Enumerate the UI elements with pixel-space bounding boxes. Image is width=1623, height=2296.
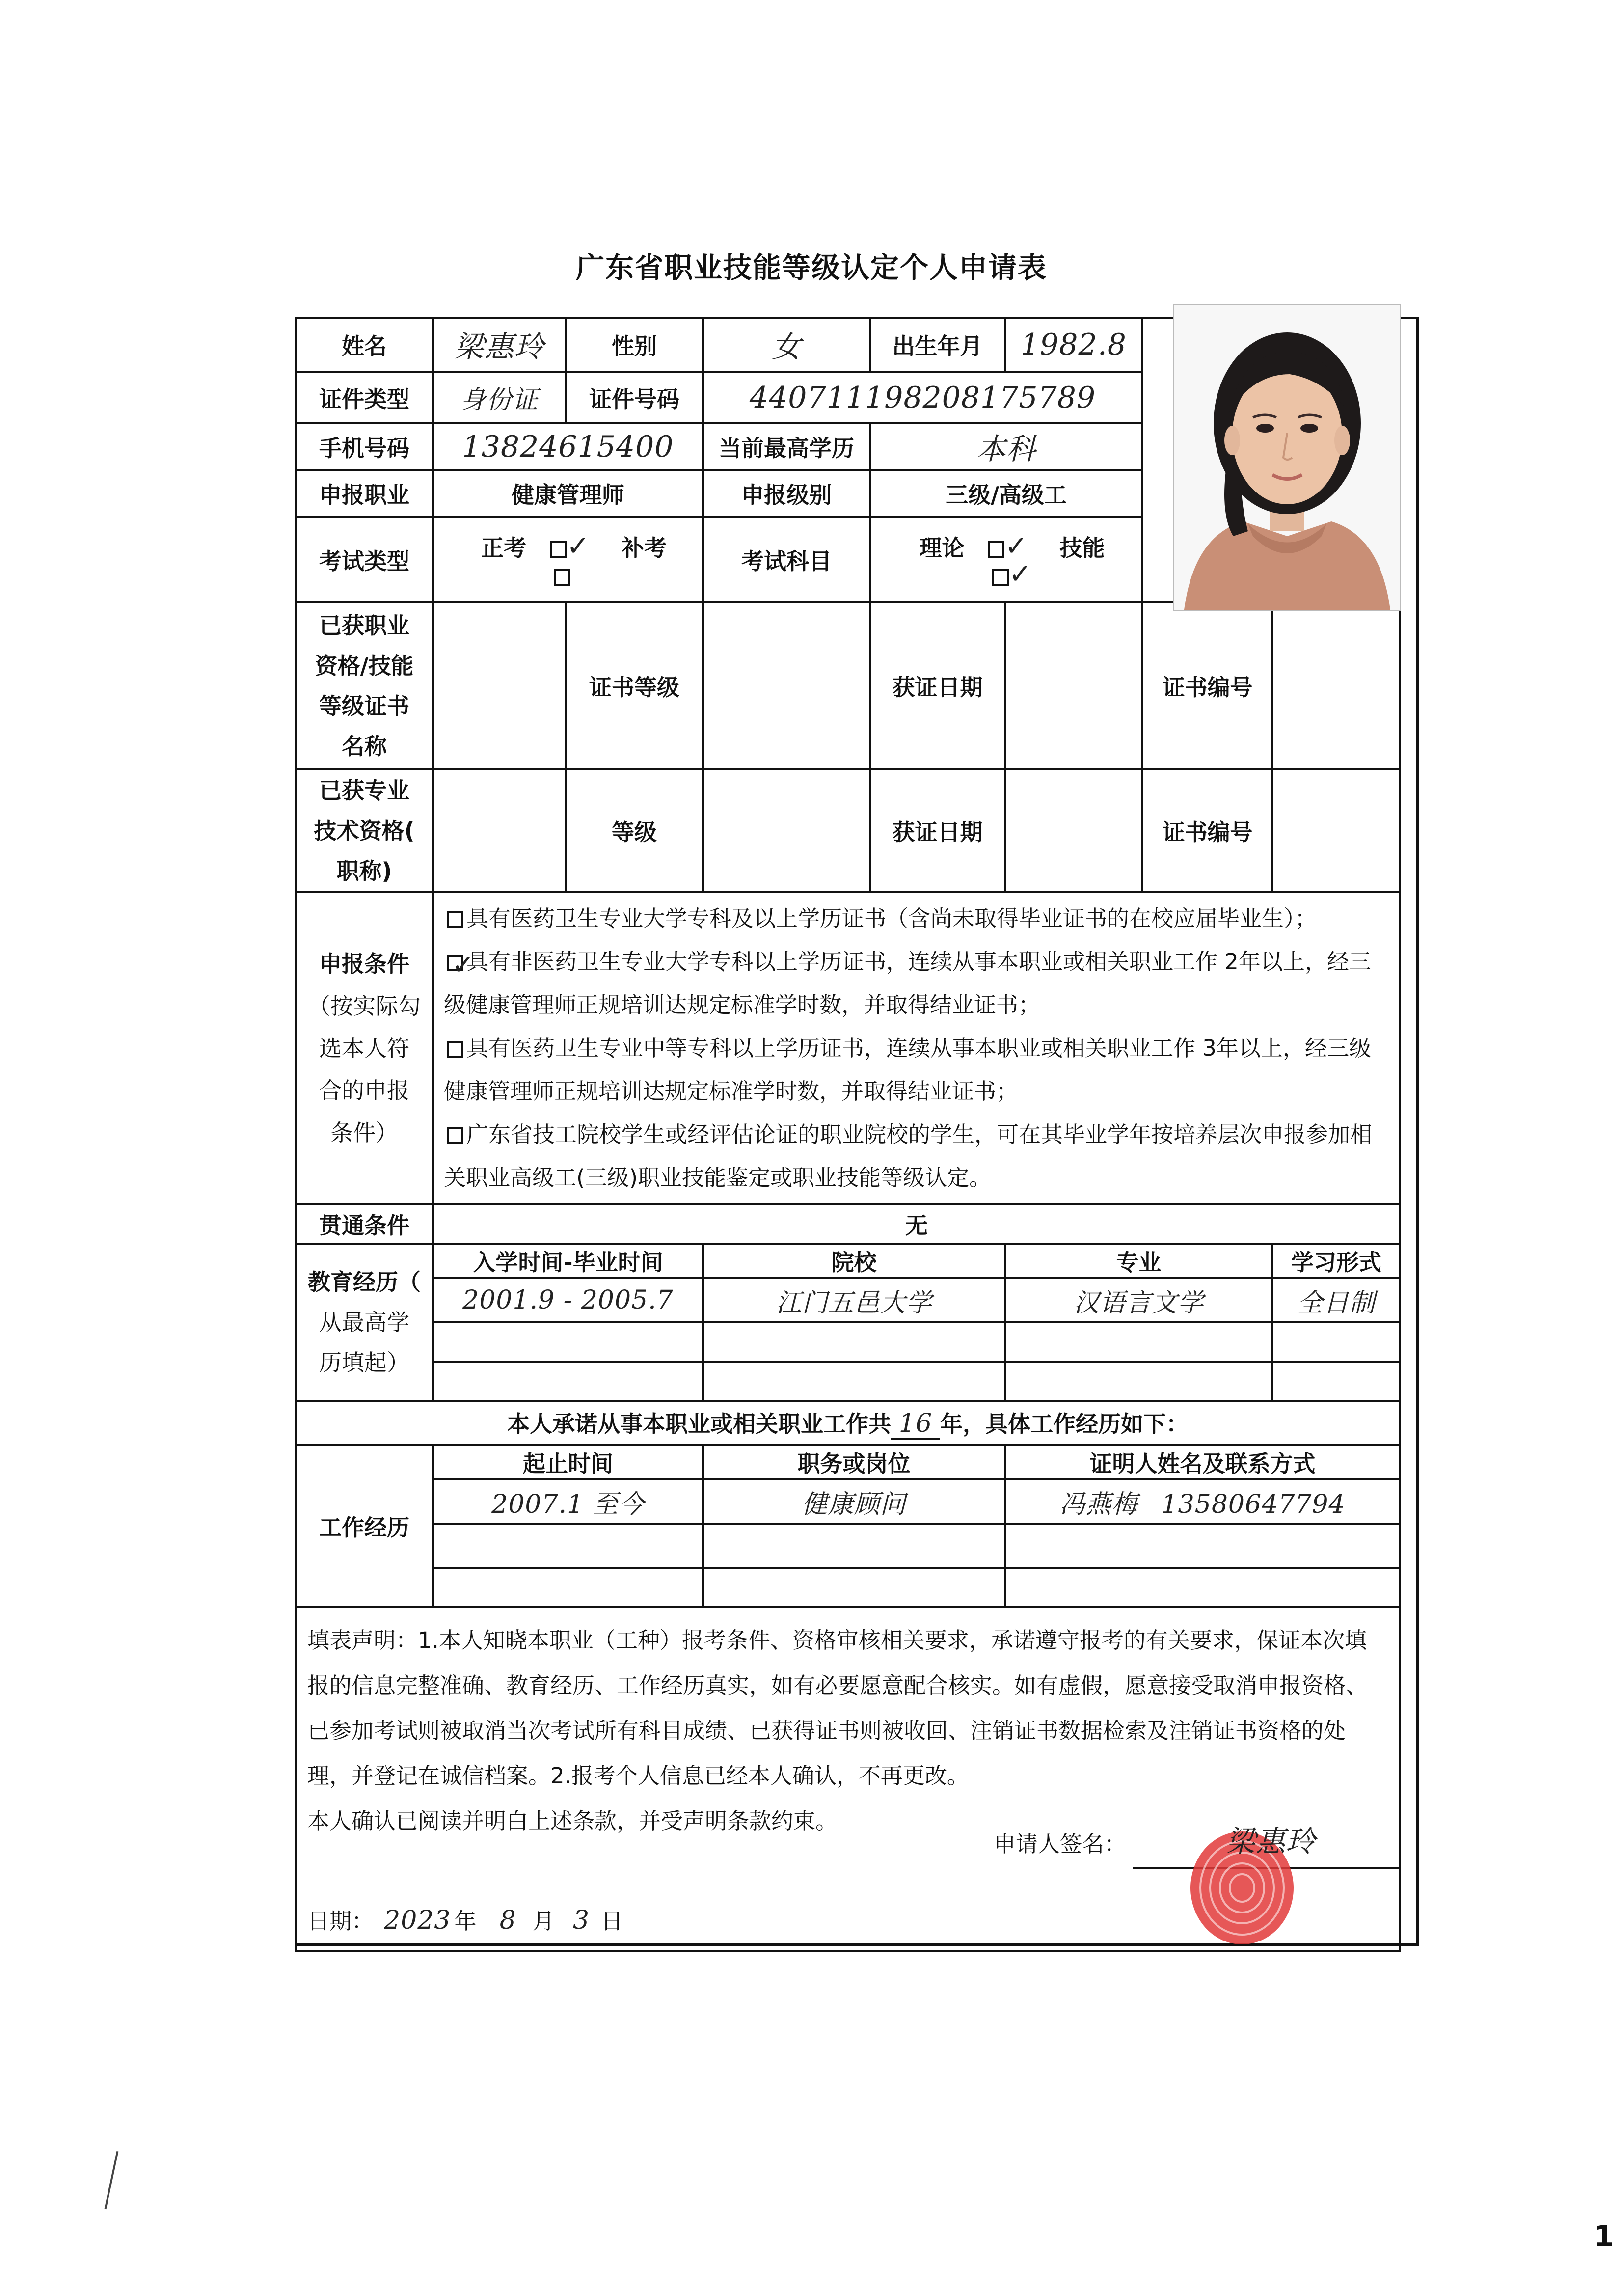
condition-text: 具有医药卫生专业中等专科以上学历证书，连续从事本职业或相关职业工作 3年以上，经三级健康管理师正规培训达规定标准学时数，并取得结业证书；: [444, 1035, 1371, 1104]
edu-period-value[interactable]: [433, 1278, 703, 1322]
title-number-label: 证书编号: [1142, 769, 1272, 892]
theory-option[interactable]: [907, 530, 1028, 562]
id-number-label: 证件号码: [566, 372, 703, 423]
id-type-label: 证件类型: [296, 372, 433, 423]
cert-number-value[interactable]: [1272, 602, 1400, 769]
education-row-empty: [296, 1362, 1400, 1401]
makeup-exam-label: 补考: [622, 534, 667, 561]
date-day[interactable]: 3: [562, 1898, 601, 1944]
condition-text: 广东省技工院校学生或经评估论证的职业院校的学生，可在其毕业学年按培养层次申报参加相关职业高级工(三级)职业技能鉴定或职业技能等级认定。: [444, 1121, 1373, 1191]
phone-handwriting: 13824615400: [462, 429, 674, 464]
conditions-label-line: 选本人符: [319, 1035, 409, 1062]
edu-header-mode: 学习形式: [1272, 1244, 1400, 1278]
id-number-value[interactable]: [703, 372, 1142, 423]
job-label: 申报职业: [296, 470, 433, 517]
date-label: 日期：: [307, 1908, 374, 1934]
name-label: 姓名: [296, 318, 433, 372]
edu-mode-empty[interactable]: [1272, 1362, 1400, 1401]
exam-type-options: [433, 517, 703, 602]
exam-type-label: 考试类型: [296, 517, 433, 602]
phone-label: 手机号码: [296, 423, 433, 470]
work-referee-empty[interactable]: [1005, 1524, 1400, 1568]
scan-artifact: [105, 2151, 119, 2209]
work-row: [296, 1479, 1400, 1524]
education-row: [296, 1278, 1400, 1322]
signature-handwriting: 梁惠玲: [1225, 1825, 1316, 1859]
education-level-handwriting: 本科: [976, 432, 1036, 466]
skill-tick: ✓: [1008, 558, 1032, 590]
title-date-label: 获证日期: [870, 769, 1005, 892]
title-label-line: 职称): [336, 858, 392, 884]
conditions-label-line: 合的申报: [319, 1077, 409, 1104]
theory-label: 理论: [919, 534, 965, 561]
birth-label: 出生年月: [870, 318, 1005, 372]
date-month[interactable]: 8: [484, 1898, 533, 1944]
work-period-handwriting: 2007.1 至今: [491, 1489, 645, 1519]
level-value: 三级/高级工: [870, 470, 1142, 517]
id-number-handwriting: 440711198208175789: [749, 380, 1096, 415]
work-position-empty[interactable]: [703, 1524, 1005, 1568]
regular-exam-checkbox[interactable]: [550, 530, 590, 562]
date-month-unit: 月: [532, 1908, 555, 1934]
through-condition-label: 贯通条件: [296, 1204, 433, 1244]
cert-level-value[interactable]: [703, 602, 870, 769]
date-year[interactable]: 2023: [380, 1898, 454, 1944]
conditions-label: [296, 892, 433, 1204]
work-header-position: 职务或岗位: [703, 1445, 1005, 1479]
work-header-period: 起止时间: [433, 1445, 703, 1479]
signature-label: 申请人签名：: [994, 1831, 1127, 1857]
qualification-label-line: 资格/技能: [315, 653, 414, 679]
phone-value[interactable]: [433, 423, 703, 470]
edu-period-empty[interactable]: [433, 1322, 703, 1362]
id-type-value[interactable]: [433, 372, 566, 423]
edu-header-period: 入学时间-毕业时间: [433, 1244, 703, 1278]
cert-date-label: 获证日期: [870, 602, 1005, 769]
edu-mode-empty[interactable]: [1272, 1322, 1400, 1362]
subject-options: [870, 517, 1142, 602]
work-row-empty: [296, 1524, 1400, 1568]
title-label-line: 技术资格(: [314, 818, 415, 844]
work-position-value[interactable]: [703, 1479, 1005, 1524]
subject-label: 考试科目: [703, 517, 870, 602]
work-referee-phone: 13580647794: [1161, 1489, 1346, 1519]
date-year-unit: 年: [454, 1908, 477, 1934]
condition-item[interactable]: [444, 1027, 1389, 1113]
conditions-label-line: （按实际勾: [308, 993, 421, 1019]
commitment-suffix: 年，具体工作经历如下：: [940, 1411, 1189, 1437]
makeup-exam-checkbox[interactable]: [554, 569, 570, 586]
edu-major-handwriting: 汉语言文学: [1073, 1288, 1204, 1318]
qualification-cert-label: [296, 602, 433, 769]
date-day-unit: 日: [600, 1908, 623, 1934]
work-period-value[interactable]: [433, 1479, 703, 1524]
declaration-confirm: 本人确认已阅读并明白上述条款，并受声明条款约束。: [307, 1808, 838, 1834]
edu-school-handwriting: 江门五邑大学: [776, 1288, 932, 1318]
work-period-empty[interactable]: [433, 1568, 703, 1607]
conditions-list: [433, 892, 1400, 1204]
work-referee-name: 冯燕梅: [1059, 1489, 1138, 1519]
applicant-photo: [1173, 304, 1401, 611]
work-referee-value[interactable]: [1005, 1479, 1400, 1524]
work-row-empty: [296, 1568, 1400, 1607]
name-handwriting: 梁惠玲: [454, 330, 544, 364]
cert-number-label: 证书编号: [1142, 602, 1272, 769]
title-date-value[interactable]: [1005, 769, 1142, 892]
date-row: [307, 1898, 623, 1944]
edu-period-empty[interactable]: [433, 1362, 703, 1401]
work-label: 工作经历: [296, 1445, 433, 1607]
title-number-value[interactable]: [1272, 769, 1400, 892]
qualification-label-line: 已获职业: [319, 612, 409, 639]
gender-label: 性别: [566, 318, 703, 372]
education-level-value[interactable]: [870, 423, 1142, 470]
edu-school-empty[interactable]: [703, 1362, 1005, 1401]
form-title: 广东省职业技能等级认定个人申请表: [575, 251, 1047, 284]
job-value: 健康管理师: [433, 470, 703, 517]
edu-major-empty[interactable]: [1005, 1322, 1272, 1362]
condition-tick: ✓: [452, 949, 475, 981]
education-level-label: 当前最高学历: [703, 423, 870, 470]
edu-header-major: 专业: [1005, 1244, 1272, 1278]
birth-value[interactable]: [1005, 318, 1142, 372]
regular-exam-tick: ✓: [566, 530, 590, 562]
work-referee-empty[interactable]: [1005, 1568, 1400, 1607]
id-type-handwriting: 身份证: [460, 385, 539, 415]
work-position-empty[interactable]: [703, 1568, 1005, 1607]
condition-checkbox[interactable]: [447, 949, 475, 981]
theory-tick: ✓: [1004, 530, 1028, 562]
level-label: 申报级别: [703, 470, 870, 517]
condition-item[interactable]: [444, 897, 1389, 940]
work-period-empty[interactable]: [433, 1524, 703, 1568]
regular-exam-option[interactable]: [469, 530, 590, 562]
conditions-label-line: 申报条件: [319, 951, 409, 977]
gender-handwriting: 女: [771, 330, 802, 364]
cert-level-label: 证书等级: [566, 602, 703, 769]
page-edge-mark: 1: [1594, 2219, 1614, 2254]
qualification-label-line: 等级证书: [319, 693, 409, 719]
condition-item[interactable]: [444, 940, 1389, 1027]
title-label-line: 已获专业: [319, 777, 409, 804]
work-position-handwriting: 健康顾问: [802, 1489, 906, 1519]
edu-mode-value[interactable]: [1272, 1278, 1400, 1322]
condition-checkbox[interactable]: [447, 911, 463, 928]
edu-period-handwriting: 2001.9 - 2005.7: [462, 1285, 674, 1315]
title-level-label: 等级: [566, 769, 703, 892]
gender-value[interactable]: [703, 318, 870, 372]
work-header-referee: 证明人姓名及联系方式: [1005, 1445, 1400, 1479]
edu-school-value[interactable]: [703, 1278, 1005, 1322]
commitment-years[interactable]: 16: [891, 1409, 940, 1440]
through-condition-value: 无: [433, 1204, 1400, 1244]
birth-handwriting: 1982.8: [1021, 328, 1127, 362]
condition-checkbox[interactable]: [447, 1127, 463, 1144]
edu-major-empty[interactable]: [1005, 1362, 1272, 1401]
condition-text: 具有医药卫生专业大学专科及以上学历证书（含尚未取得毕业证书的在校应届毕业生）；: [466, 905, 1317, 931]
condition-item[interactable]: [444, 1113, 1389, 1200]
theory-checkbox[interactable]: [988, 530, 1028, 562]
edu-header-school: 院校: [703, 1244, 1005, 1278]
conditions-label-line: 条件）: [330, 1120, 398, 1146]
edu-major-value[interactable]: [1005, 1278, 1272, 1322]
condition-text: 具有非医药卫生专业大学专科以上学历证书，连续从事本职业或相关职业工作 2年以上，经三级健康管理师正规培训达规定标准学时数，并取得结业证书；: [444, 949, 1371, 1018]
qualification-label-line: 名称: [342, 733, 387, 760]
work-commitment: [296, 1401, 1400, 1445]
name-value[interactable]: [433, 318, 566, 372]
title-level-value[interactable]: [703, 769, 870, 892]
title-label: [296, 769, 433, 892]
education-label-line: 从最高学: [319, 1309, 409, 1336]
education-label-line: 历填起）: [319, 1349, 409, 1376]
education-row-empty: [296, 1322, 1400, 1362]
declaration-text: 填表声明：1.本人知晓本职业（工种）报考条件、资格审核相关要求，承诺遵守报考的有关要求，保证本次填报的信息完整准确、教育经历、工作经历真实，如有必要愿意配合核实。如有虚假，愿意接受取消申报资格、已参加考试则被取消当次考试所有科目成绩、已获得证书则被收回、注销证书数据检索及注销证书资格的处理，并登记在诚信档案。2.报考个人信息已经本人确认，不再更改。: [307, 1627, 1368, 1789]
condition-checkbox[interactable]: [447, 1041, 463, 1058]
cert-date-value[interactable]: [1005, 602, 1142, 769]
qualification-cert-name-value[interactable]: [433, 602, 566, 769]
title-name-value[interactable]: [433, 769, 566, 892]
portrait-image: [1174, 305, 1400, 610]
education-label-line: 教育经历（: [308, 1269, 421, 1295]
skill-label: 技能: [1059, 534, 1105, 561]
skill-checkbox[interactable]: [992, 558, 1032, 590]
edu-mode-handwriting: 全日制: [1297, 1288, 1376, 1318]
regular-exam-label: 正考: [481, 534, 526, 561]
edu-school-empty[interactable]: [703, 1322, 1005, 1362]
commitment-prefix: 本人承诺从事本职业或相关职业工作共: [507, 1411, 891, 1437]
education-label: [296, 1244, 433, 1401]
